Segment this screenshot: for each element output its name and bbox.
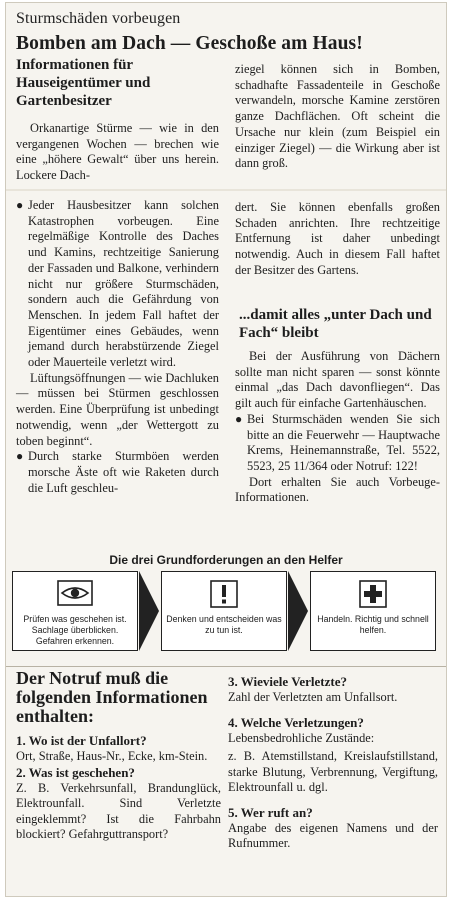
answer-1: Ort, Straße, Haus-Nr., Ecke, km-Stein.	[16, 749, 208, 763]
arrow-right-icon	[288, 571, 308, 651]
vorbeugung-paragraph: Dort erhalten Sie auch Vorbeuge-Informationen.	[235, 474, 440, 505]
step-label: Prüfen was geschehen ist. Sachlage überblicken. Gefahren erkennen.	[23, 614, 127, 646]
question-5: 5. Wer ruft an?	[228, 804, 313, 820]
bullet2-continuation: dert. Sie können ebenfalls großen Schaden anrichten. Ihre rechtzeitige Entfernung ist daher unbedingt notwendig. Auch in diesem Fall haftet der Besitzer des Gartens.	[235, 200, 440, 277]
question-2: 2. Was ist geschehen?	[16, 764, 135, 780]
notruf-column-right	[228, 674, 438, 852]
arrow-right-icon	[139, 571, 159, 651]
eye-icon	[57, 580, 93, 606]
intro-continuation: ziegel können sich in Bomben, schadhafte Fassadenteile in Geschoße verwandeln, morsche Kamine zerstören ganze Dachflächen. Oft scheint die Ursache nur klein (zum Beispiel ein einziger Ziegel) — die Wirkung aber ist dann groß.	[235, 62, 440, 171]
answer-4: Lebensbedrohliche Zustände:	[228, 730, 375, 745]
daecher-paragraph: Bei der Ausführung von Dächern sollte man nicht sparen — sonst könnte einmal „das Dach davonfliegen“. Das gilt auch für einfache Gartenhäuschen.	[235, 349, 440, 411]
answer-5: Angabe des eigenen Namens und der Rufnummer.	[228, 820, 438, 850]
bullet-dot-icon: ●	[16, 449, 24, 464]
intro-paragraph: Orkanartige Stürme — wie in den vergangenen Wochen — brechen wie eine „höhere Gewalt“ über uns herein. Lockere Dach-	[16, 121, 219, 183]
notruf-heading: Der Notruf muß die folgenden Informationen enthalten:	[16, 668, 208, 726]
column-left-body	[16, 198, 219, 496]
diagram-title: Die drei Grundforderungen an den Helfer	[109, 553, 343, 567]
question-1: 1. Wo ist der Unfallort?	[16, 733, 147, 748]
step-box-think	[161, 571, 287, 651]
step-label: Denken und entscheiden was zu tun ist.	[166, 614, 282, 635]
column-right-body	[235, 349, 440, 506]
bullet-dot-icon: ●	[16, 198, 24, 212]
step-box-check	[12, 571, 138, 651]
step-label: Handeln. Richtig und schnell helfen.	[317, 614, 429, 635]
red-cross-icon	[359, 580, 387, 608]
newspaper-clipping	[5, 2, 447, 897]
exclamation-icon	[210, 580, 238, 608]
bullet-paragraph-3: ● Bei Sturmschäden wenden Sie sich bitte an die Feuerwehr — Hauptwache Krems, Heinemannstraße, Tel. 5522, 5523, 25 11/364 oder Notruf: 122!	[235, 411, 440, 473]
lueftung-paragraph: Lüftungsöffnungen — wie Dachluken — müssen bei Stürmen geschlossen werden. Eine Überprüfung ist unbedingt notwendig, wenn „der Wettergott zu toben beginnt“.	[16, 370, 219, 448]
answer-2: Z. B. Verkehrsunfall, Brandunglück, Elektrounfall. Sind Verletzte eingeklemmt? Ist die Fahrbahn blockiert? Gefahrguttransport?	[16, 780, 221, 841]
subheadline: Informationen für Hauseigentümer und Gartenbesitzer	[16, 57, 151, 109]
question-3: 3. Wieviele Verletzte?	[228, 674, 348, 689]
answer-3: Zahl der Verletzten am Unfallsort.	[228, 690, 398, 704]
bullet-paragraph-1: ● Jeder Hausbesitzer kann solchen Katastrophen vorbeugen. Eine regelmäßige Kontrolle des Daches und Kamins, rechtzeitige Sanierung der Fassaden und Balkone, verhindern nicht nur größere Sturmschäden, sondern auch die Gefährdung von Menschen. In jedem Fall haftet der Eigentümer eines Gebäudes, wenn jemand durch herabstürzende Ziegel oder Mauerteile verletzt wird.	[16, 198, 219, 370]
divider	[6, 666, 446, 667]
question-4: 4. Welche Verletzungen?	[228, 714, 364, 730]
fold-line	[6, 189, 446, 191]
notruf-column-left	[16, 733, 221, 843]
subheadline-2: ...damit alles „unter Dach und Fach“ bleibt	[239, 307, 432, 341]
bullet-paragraph-2: ● Durch starke Sturmböen werden morsche Äste oft wie Raketen durch die Luft geschleu-	[16, 449, 219, 495]
answer-4-detail: z. B. Atemstillstand, Kreislaufstillstand, starke Blutung, Verbrennung, Vergiftung, Elektrounfall u. dgl.	[228, 749, 438, 794]
kicker: Sturmschäden vorbeugen	[16, 10, 181, 27]
step-box-act	[310, 571, 436, 651]
headline: Bomben am Dach — Geschoße am Haus!	[16, 33, 363, 54]
bullet-dot-icon: ●	[235, 411, 243, 426]
